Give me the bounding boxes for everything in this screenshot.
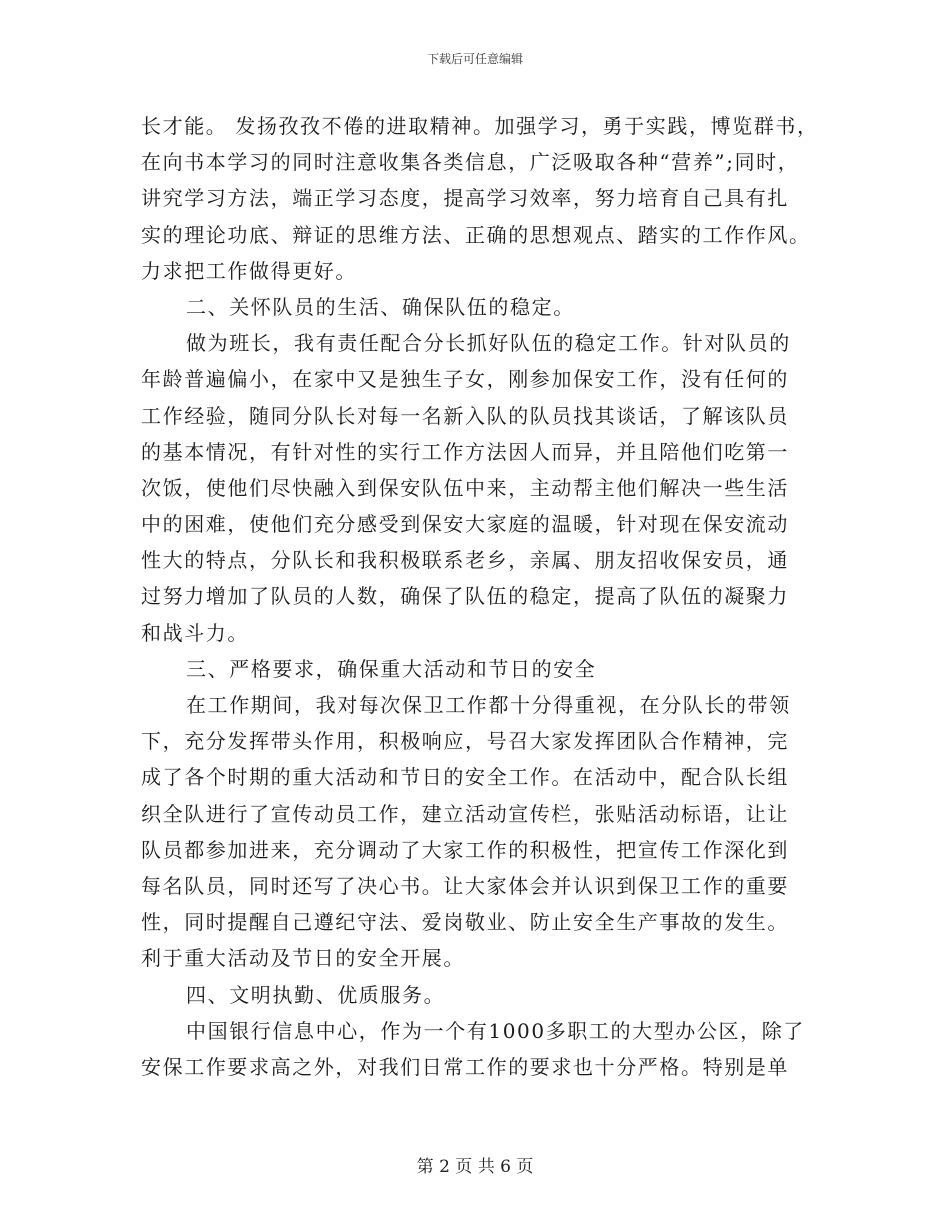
text-line: 年龄普遍偏小，在家中又是独生子女，刚参加保安工作，没有任何的 <box>141 367 789 392</box>
text-line: 实的理论功底、辩证的思维方法、正确的思想观点、踏实的工作作风。 <box>141 222 811 247</box>
text-line: 利于重大活动及节日的安全开展。 <box>141 946 465 971</box>
text-line: 队员都参加进来，充分调动了大家工作的积极性，把宣传工作深化到 <box>141 837 789 862</box>
text-line: 工作经验，随同分队长对每一名新入队的队员找其谈话，了解该队员 <box>141 403 789 428</box>
text-line: 在向书本学习的同时注意收集各类信息，广泛吸取各种“营养”;同时， <box>141 150 800 175</box>
text-line: 每名队员，同时还写了决心书。让大家体会并认识到保卫工作的重要 <box>141 873 789 898</box>
text-line: 做为班长，我有责任配合分长抓好队伍的稳定工作。针对队员的 <box>186 331 791 356</box>
page-header: 下载后可任意编辑 <box>426 52 523 66</box>
text-line: 中国银行信息中心，作为一个有1000多职工的大型办公区，除了 <box>186 1018 805 1043</box>
text-line: 和战斗力。 <box>141 620 249 645</box>
text-line: 讲究学习方法，端正学习态度，提高学习效率，努力培育自己具有扎 <box>141 186 789 211</box>
text-line: 长才能。 发扬孜孜不倦的进取精神。加强学习，勇于实践，博览群书， <box>141 114 819 138</box>
text-line: 的基本情况，有针对性的实行工作方法因人而异，并且陪他们吃第一 <box>141 439 789 464</box>
text-line: 下，充分发挥带头作用，积极响应，号召大家发挥团队合作精神，完 <box>141 729 789 754</box>
text-line: 中的困难，使他们充分感受到保安大家庭的温暖，针对现在保安流动 <box>141 512 789 537</box>
page-footer: 第 2 页 共 6 页 <box>416 1157 534 1177</box>
text-line: 三、严格要求，确保重大活动和节日的安全 <box>186 656 597 681</box>
text-line: 性，同时提醒自己遵纪守法、爱岗敬业、防止安全生产事故的发生。 <box>141 910 789 935</box>
text-line: 次饭，使他们尽快融入到保安队伍中来，主动帮主他们解决一些生活 <box>141 475 789 500</box>
text-line: 过努力增加了队员的人数，确保了队伍的稳定，提高了队伍的凝聚力 <box>141 584 789 609</box>
document-body <box>141 108 819 1085</box>
text-line: 织全队进行了宣传动员工作，建立活动宣传栏，张贴活动标语，让让 <box>141 801 789 826</box>
text-line: 成了各个时期的重大活动和节日的安全工作。在活动中，配合队长组 <box>141 765 789 790</box>
text-line: 力求把工作做得更好。 <box>141 258 357 283</box>
text-line: 安保工作要求高之外，对我们日常工作的要求也十分严格。特别是单 <box>141 1054 789 1079</box>
text-line: 二、关怀队员的生活、确保队伍的稳定。 <box>186 294 575 319</box>
text-line: 性大的特点，分队长和我积极联系老乡，亲属、朋友招收保安员，通 <box>141 548 789 573</box>
text-line: 在工作期间，我对每次保卫工作都十分得重视，在分队长的带领 <box>186 693 791 717</box>
text-line: 四、文明执勤、优质服务。 <box>186 982 446 1007</box>
